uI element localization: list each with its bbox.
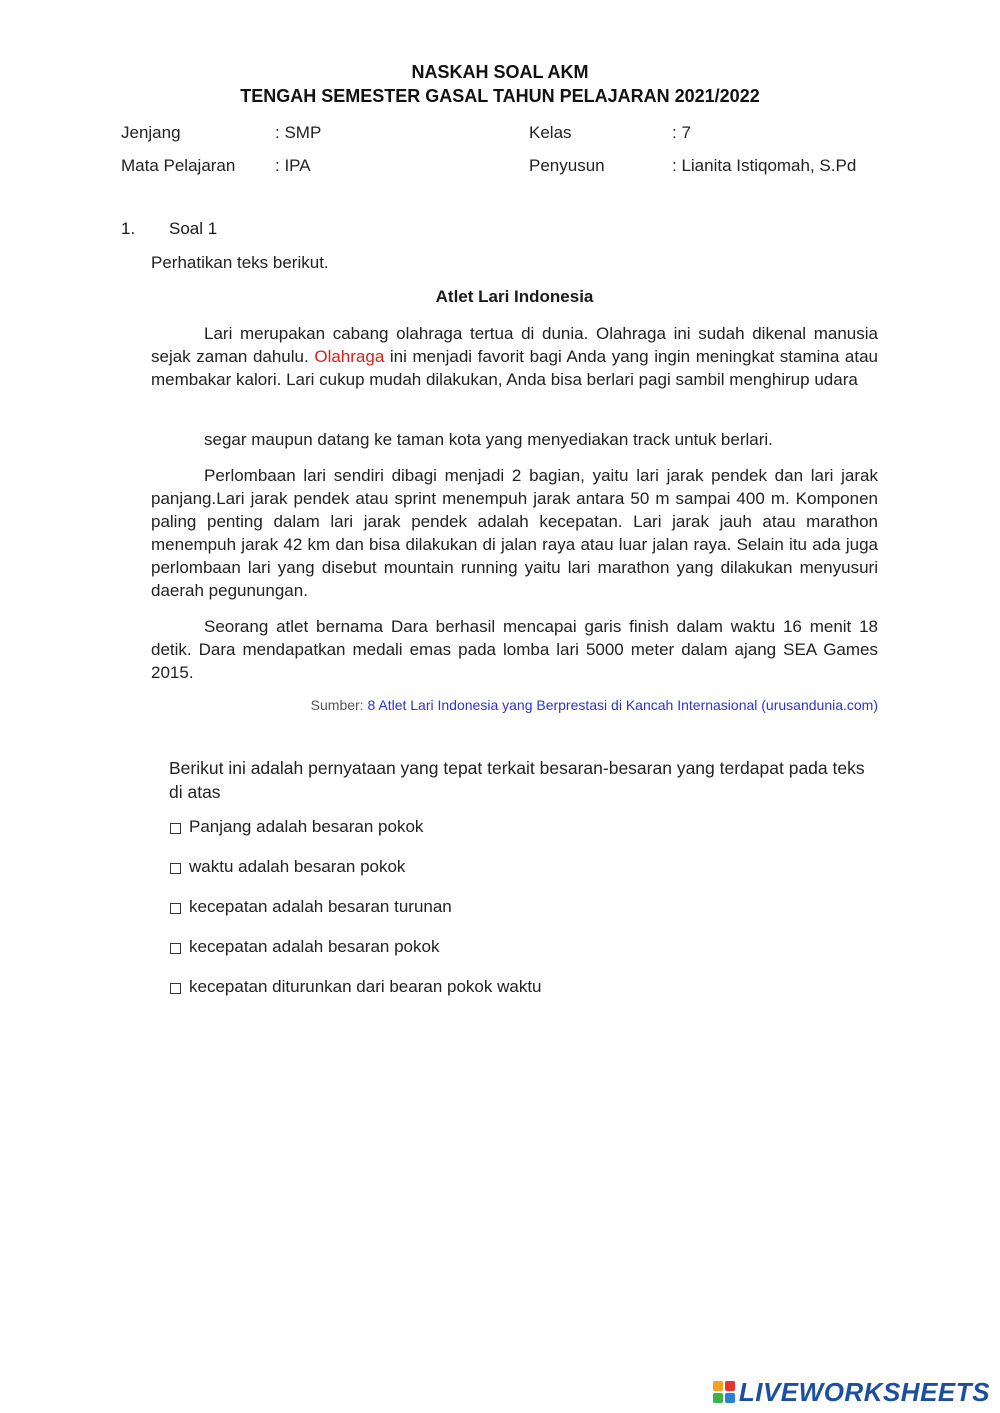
article-paragraph-1 <box>151 322 878 391</box>
kelas-label: Kelas <box>529 123 572 142</box>
paragraph-1-end: ini menjadi favorit bagi Anda yang ingin meningkat stamina atau membakar kalori. Lari cukup mudah dilakukan, Anda bisa berlari pagi sambil menghirup udara <box>151 347 878 389</box>
question-prompt: Berikut ini adalah pernyataan yang tepat terkait besaran-besaran yang terdapat pada teks di atas <box>169 758 865 802</box>
liveworksheets-logo-icon <box>713 1381 735 1403</box>
title-line-2: TENGAH SEMESTER GASAL TAHUN PELAJARAN 2021/2022 <box>240 86 760 106</box>
option-label: kecepatan diturunkan dari bearan pokok waktu <box>189 977 542 996</box>
liveworksheets-logo <box>713 1377 990 1407</box>
option-label: waktu adalah besaran pokok <box>189 857 406 876</box>
paragraph-1-start: Lari merupakan cabang olahraga tertua di dunia. Olahraga ini sudah dikenal manusia sejak zaman dahulu. <box>151 324 878 366</box>
source-label: Sumber: <box>310 697 368 713</box>
option-label: Panjang adalah besaran pokok <box>189 817 424 836</box>
article-paragraph-1-continued: segar maupun datang ke taman kota yang menyediakan track untuk berlari. <box>204 430 773 449</box>
title-line-1: NASKAH SOAL AKM <box>411 62 589 82</box>
penyusun-label: Penyusun <box>529 156 605 175</box>
option-4[interactable] <box>170 937 439 957</box>
checkbox[interactable] <box>170 823 181 834</box>
checkbox[interactable] <box>170 943 181 954</box>
article-paragraph-2: Perlombaan lari sendiri dibagi menjadi 2 bagian, yaitu lari jarak pendek dan lari jarak panjang.Lari jarak pendek atau sprint menempuh jarak antara 50 m sampai 400 m. Komponen paling penting dalam lari jarak pendek adalah kecepatan. Lari jarak jauh atau marathon menempuh jarak 42 km dan bisa dilakukan di jalan raya atau luar jalan raya. Selain itu ada juga perlombaan lari yang disebut mountain running yaitu lari marathon yang dilakukan menyusuri daerah pegunungan. <box>151 466 878 600</box>
option-label: kecepatan adalah besaran pokok <box>189 937 440 956</box>
source-link[interactable]: 8 Atlet Lari Indonesia yang Berprestasi di Kancah Internasional (urusandunia.com) <box>367 697 878 713</box>
question-label: Soal 1 <box>169 219 218 238</box>
jenjang-value: : SMP <box>275 123 322 142</box>
jenjang-label: Jenjang <box>121 123 181 142</box>
checkbox[interactable] <box>170 983 181 994</box>
article-paragraph-3: Seorang atlet bernama Dara berhasil mencapai garis finish dalam waktu 16 menit 18 detik. Dara mendapatkan medali emas pada lomba lari 5000 meter dalam ajang SEA Games 2015. <box>151 617 878 682</box>
logo-text: LIVEWORKSHEETS <box>738 1376 990 1407</box>
source-citation <box>311 697 878 713</box>
article-title: Atlet Lari Indonesia <box>435 287 594 306</box>
penyusun-value: : Lianita Istiqomah, S.Pd <box>672 156 857 175</box>
highlighted-word: Olahraga <box>314 347 385 366</box>
option-3[interactable] <box>170 897 452 917</box>
mapel-value: : IPA <box>275 156 311 175</box>
option-label: kecepatan adalah besaran turunan <box>189 897 452 916</box>
option-2[interactable] <box>170 857 405 877</box>
question-number: 1. <box>121 219 136 238</box>
option-5[interactable] <box>170 977 542 997</box>
instruction-text: Perhatikan teks berikut. <box>151 253 329 272</box>
checkbox[interactable] <box>170 863 181 874</box>
kelas-value: : 7 <box>672 123 691 142</box>
option-1[interactable] <box>170 817 423 837</box>
checkbox[interactable] <box>170 903 181 914</box>
mapel-label: Mata Pelajaran <box>121 156 236 175</box>
